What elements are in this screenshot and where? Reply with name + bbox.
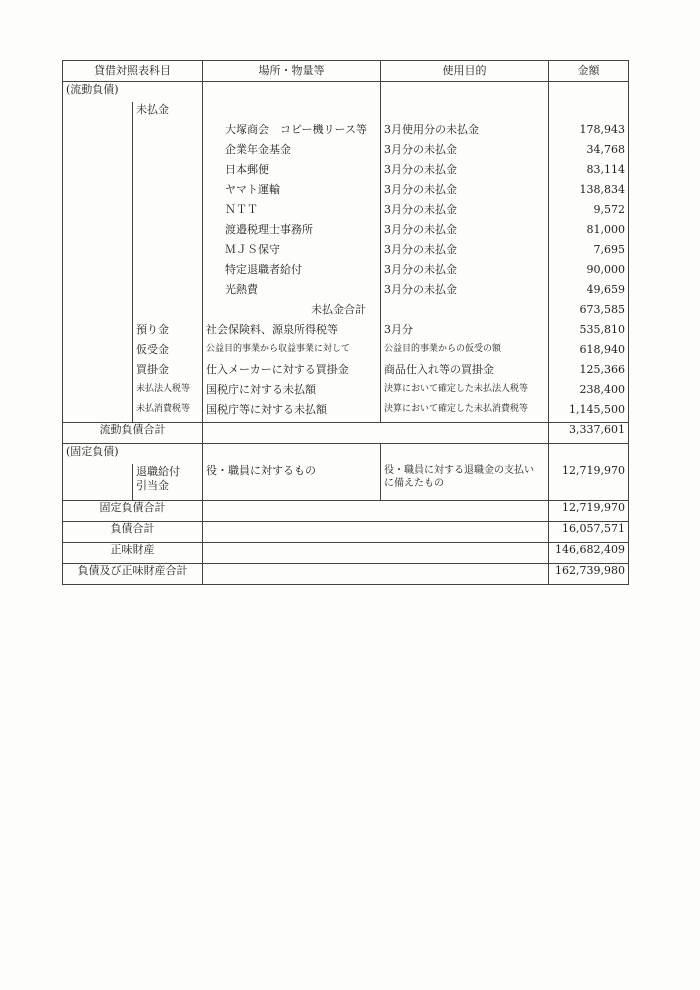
unpaid-item-purpose: 3月分の未払金 xyxy=(381,162,549,182)
current-item-account: 未払法人税等 xyxy=(133,382,203,402)
current-item-row xyxy=(63,362,629,382)
summary-amount: 162,739,980 xyxy=(549,564,629,585)
current-section-label: (流動負債) xyxy=(63,82,203,103)
unpaid-item-row xyxy=(63,222,629,242)
current-item-place: 仕入メーカーに対する買掛金 xyxy=(203,362,381,382)
unpaid-item-row xyxy=(63,162,629,182)
summary-amount: 146,682,409 xyxy=(549,543,629,564)
header-account: 貸借対照表科目 xyxy=(63,61,203,82)
unpaid-item-amount: 9,572 xyxy=(549,202,629,222)
summary-row xyxy=(63,564,629,585)
unpaid-item-purpose: 3月分の未払金 xyxy=(381,142,549,162)
current-item-purpose: 商品仕入れ等の買掛金 xyxy=(381,362,549,382)
current-item-row xyxy=(63,382,629,402)
unpaid-item-amount: 178,943 xyxy=(549,122,629,142)
unpaid-account-label: 未払金 xyxy=(133,102,203,122)
current-item-amount: 125,366 xyxy=(549,362,629,382)
unpaid-item-purpose: 3月分の未払金 xyxy=(381,222,549,242)
fixed-section-label: (固定負債) xyxy=(63,444,203,465)
current-item-account: 仮受金 xyxy=(133,342,203,362)
current-item-row xyxy=(63,342,629,362)
current-item-account: 預り金 xyxy=(133,322,203,342)
fixed-item-place: 役・職員に対するもの xyxy=(203,464,381,501)
unpaid-item-row xyxy=(63,242,629,262)
current-item-amount: 618,940 xyxy=(549,342,629,362)
current-item-purpose: 公益目的事業からの仮受の額 xyxy=(381,342,549,362)
summary-amount: 16,057,571 xyxy=(549,522,629,543)
unpaid-item-place: 日本郵便 xyxy=(203,162,381,182)
unpaid-item-purpose: 3月使用分の未払金 xyxy=(381,122,549,142)
fixed-total-row xyxy=(63,501,629,522)
unpaid-item-place: 光熱費 xyxy=(203,282,381,302)
current-item-place: 国税庁等に対する未払額 xyxy=(203,402,381,423)
unpaid-item-amount: 90,000 xyxy=(549,262,629,282)
unpaid-item-place: 渡邉税理士事務所 xyxy=(203,222,381,242)
unpaid-item-row xyxy=(63,142,629,162)
fixed-total-amount: 12,719,970 xyxy=(549,501,629,522)
current-item-place: 国税庁に対する未払額 xyxy=(203,382,381,402)
current-item-account: 未払消費税等 xyxy=(133,402,203,423)
fixed-item-row xyxy=(63,464,629,501)
unpaid-item-row xyxy=(63,202,629,222)
unpaid-item-purpose: 3月分の未払金 xyxy=(381,242,549,262)
current-total-row xyxy=(63,423,629,444)
unpaid-item-amount: 49,659 xyxy=(549,282,629,302)
current-total-label: 流動負債合計 xyxy=(63,423,203,444)
fixed-item-account xyxy=(133,464,203,501)
unpaid-item-place: 特定退職者給付 xyxy=(203,262,381,282)
header-amount: 金額 xyxy=(549,61,629,82)
fixed-total-label: 固定負債合計 xyxy=(63,501,203,522)
summary-row xyxy=(63,522,629,543)
current-item-amount: 1,145,500 xyxy=(549,402,629,423)
unpaid-item-row xyxy=(63,282,629,302)
header-purpose: 使用目的 xyxy=(381,61,549,82)
unpaid-item-row xyxy=(63,262,629,282)
current-item-purpose: 3月分 xyxy=(381,322,549,342)
unpaid-label-row xyxy=(63,102,629,122)
unpaid-item-row xyxy=(63,122,629,142)
unpaid-total-row xyxy=(63,302,629,322)
current-section-row xyxy=(63,82,629,103)
unpaid-item-purpose: 3月分の未払金 xyxy=(381,202,549,222)
summary-label: 負債及び正味財産合計 xyxy=(63,564,203,585)
fixed-purpose-line1: 役・職員に対する退職金の支払い xyxy=(384,465,534,476)
current-item-row xyxy=(63,322,629,342)
current-item-account: 買掛金 xyxy=(133,362,203,382)
summary-label: 正味財産 xyxy=(63,543,203,564)
summary-row xyxy=(63,543,629,564)
unpaid-total-amount: 673,585 xyxy=(549,302,629,322)
unpaid-item-place: 大塚商会 コピー機リース等 xyxy=(203,122,381,142)
current-item-place: 社会保険料、源泉所得税等 xyxy=(203,322,381,342)
fixed-purpose-line2: に備えたもの xyxy=(384,477,444,489)
current-item-row xyxy=(63,402,629,423)
current-item-place: 公益目的事業から収益事業に対して xyxy=(203,342,381,362)
current-item-purpose: 決算において確定した未払法人税等 xyxy=(381,382,549,402)
unpaid-item-purpose: 3月分の未払金 xyxy=(381,282,549,302)
fixed-account-line2: 引当金 xyxy=(136,478,169,492)
fixed-section-row xyxy=(63,444,629,465)
unpaid-item-amount: 7,695 xyxy=(549,242,629,262)
unpaid-item-amount: 138,834 xyxy=(549,182,629,202)
current-item-amount: 535,810 xyxy=(549,322,629,342)
current-item-purpose: 決算において確定した未払消費税等 xyxy=(381,402,549,423)
header-place: 場所・物量等 xyxy=(203,61,381,82)
fixed-item-amount: 12,719,970 xyxy=(549,464,629,501)
fixed-item-purpose xyxy=(381,464,549,501)
unpaid-item-row xyxy=(63,182,629,202)
current-item-amount: 238,400 xyxy=(549,382,629,402)
unpaid-item-amount: 34,768 xyxy=(549,142,629,162)
unpaid-item-place: ＮＴＴ xyxy=(203,202,381,222)
header-row xyxy=(63,61,629,82)
unpaid-item-amount: 81,000 xyxy=(549,222,629,242)
unpaid-item-purpose: 3月分の未払金 xyxy=(381,262,549,282)
fixed-account-line1: 退職給付 xyxy=(136,465,180,478)
unpaid-total-label: 未払金合計 xyxy=(203,302,381,322)
unpaid-item-place: ＭＪＳ保守 xyxy=(203,242,381,262)
liabilities-table xyxy=(62,60,629,585)
current-total-amount: 3,337,601 xyxy=(549,423,629,444)
unpaid-item-place: ヤマト運輸 xyxy=(203,182,381,202)
unpaid-item-amount: 83,114 xyxy=(549,162,629,182)
summary-label: 負債合計 xyxy=(63,522,203,543)
unpaid-item-place: 企業年金基金 xyxy=(203,142,381,162)
unpaid-item-purpose: 3月分の未払金 xyxy=(381,182,549,202)
